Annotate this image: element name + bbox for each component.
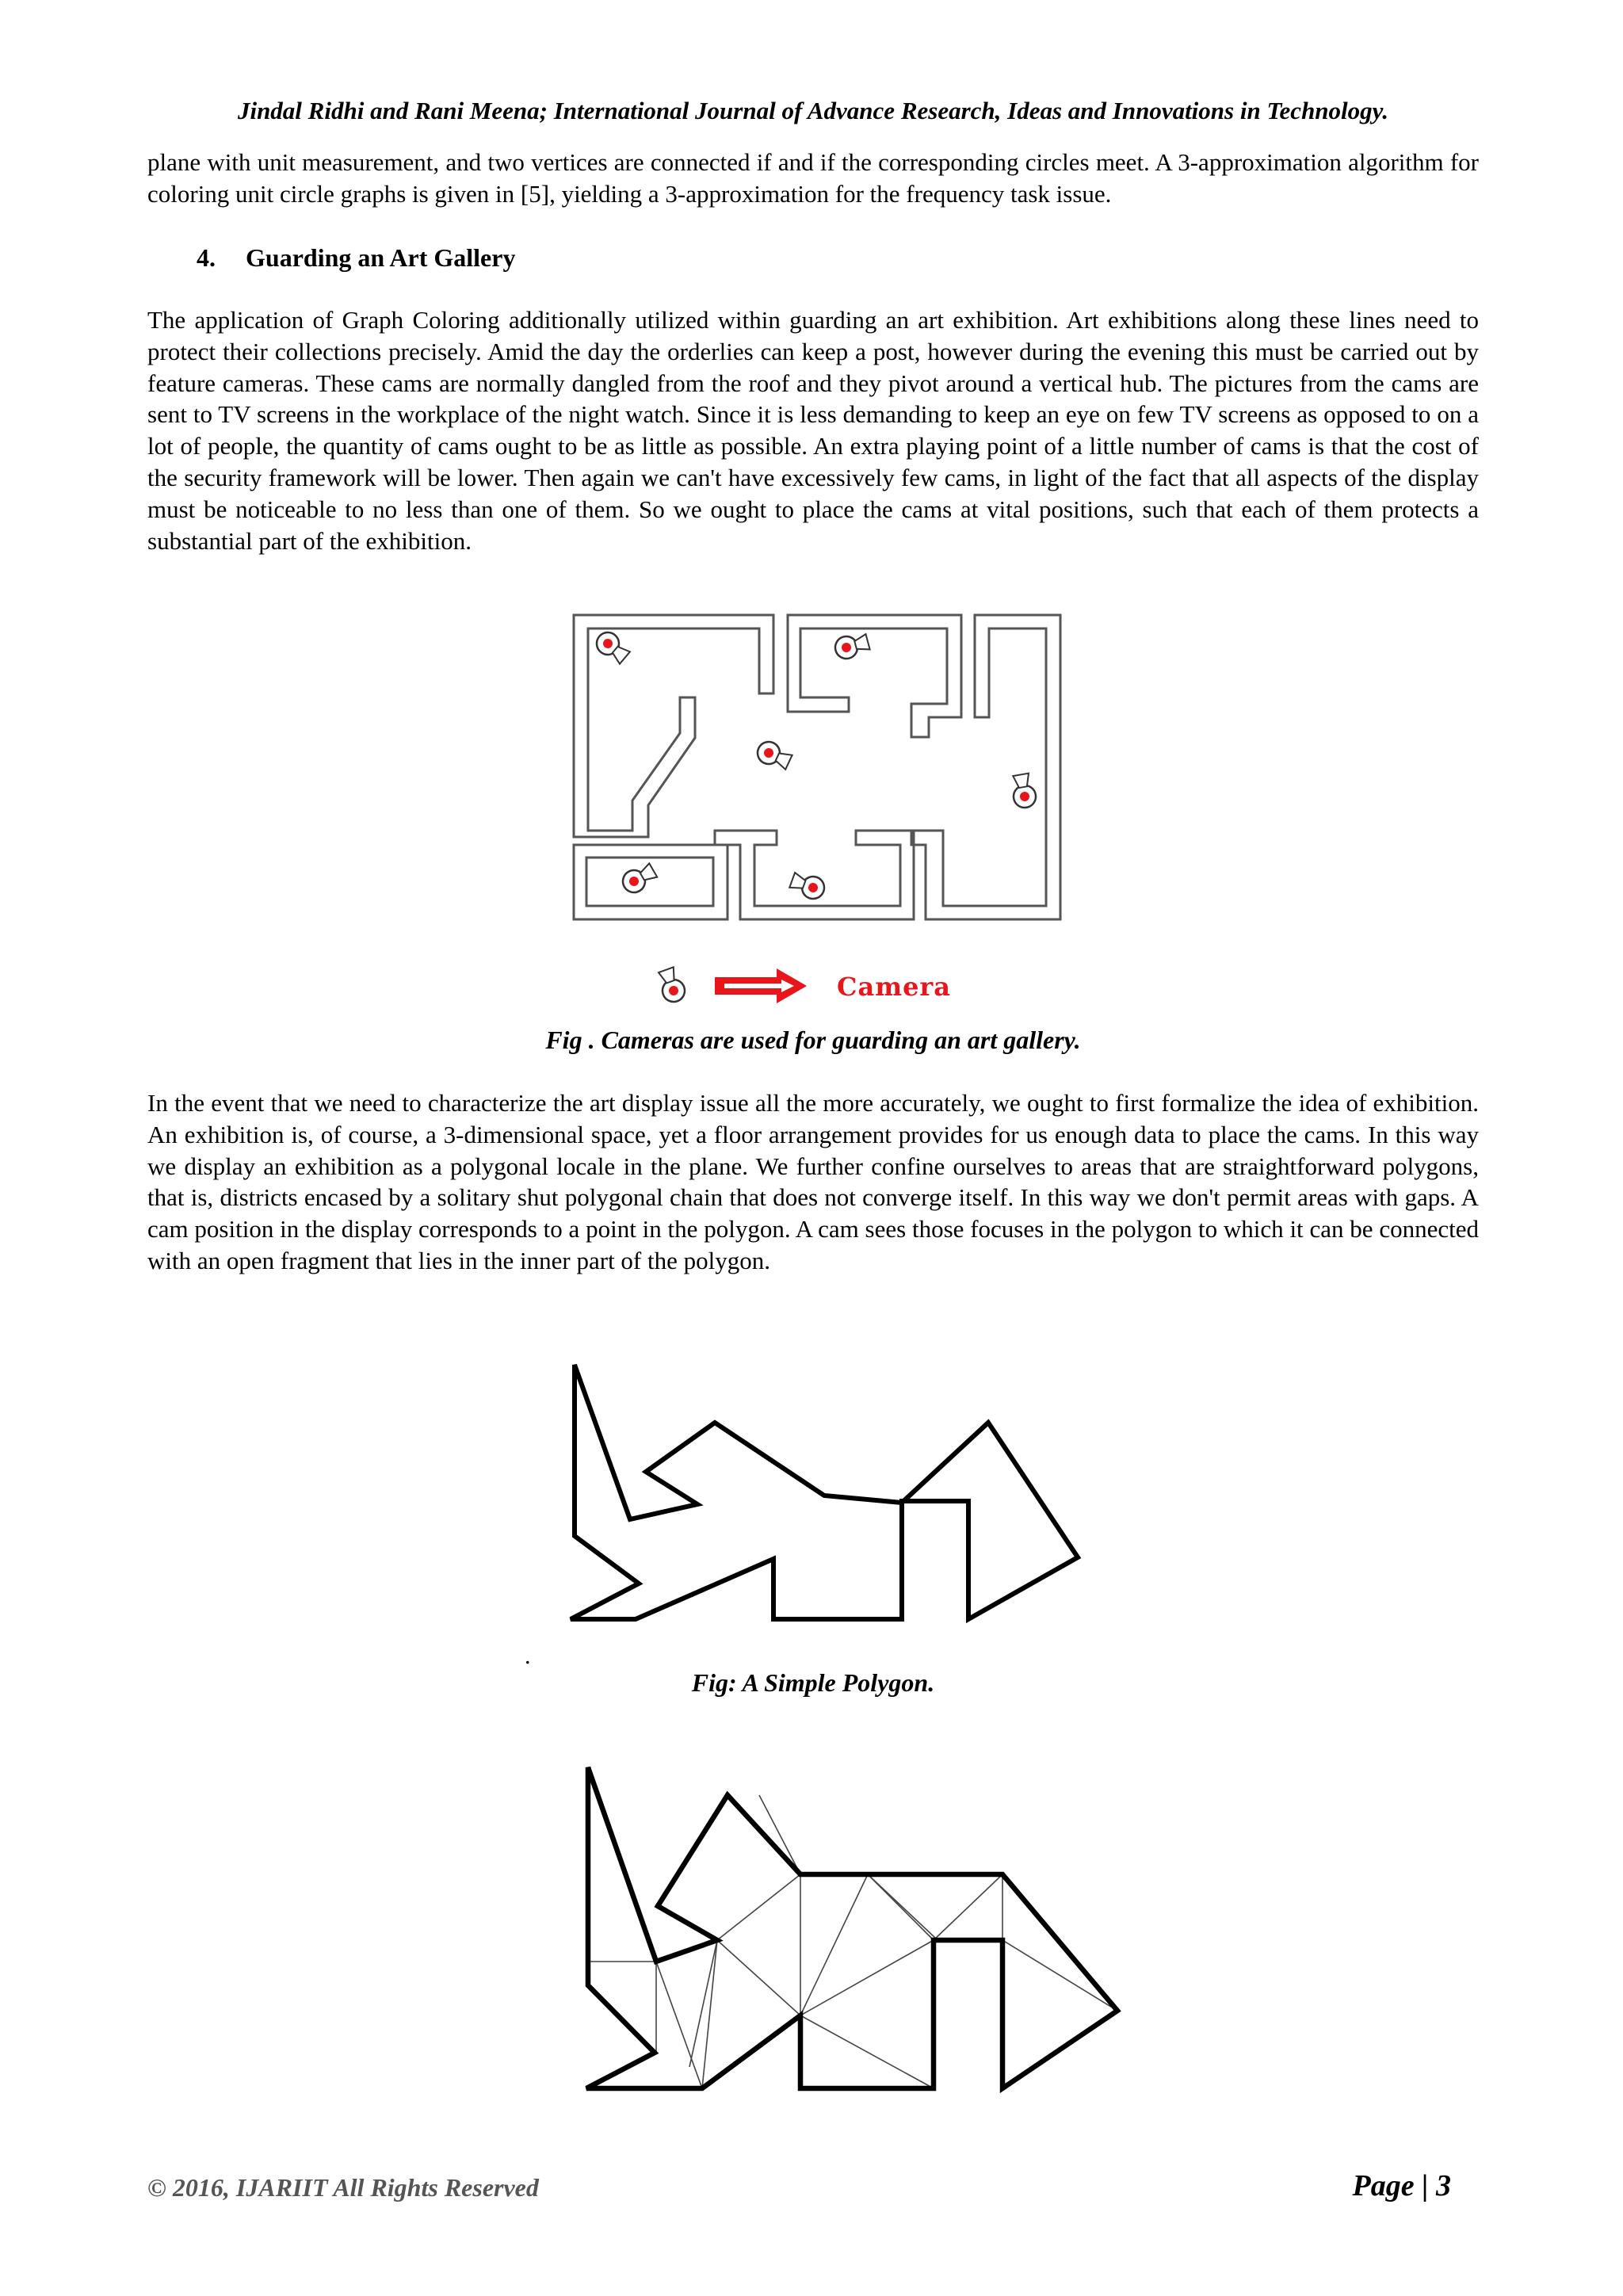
camera-icon — [592, 628, 632, 666]
camera-legend — [650, 959, 967, 1014]
gallery-wall — [715, 831, 914, 919]
polygon-outline — [571, 1365, 1078, 1619]
footer-page-number: Page | 3 — [1352, 2169, 1451, 2202]
figure-1-caption: Fig . Cameras are used for guarding an art gallery. — [545, 1026, 1081, 1054]
camera-icon — [655, 966, 688, 1005]
section-heading — [197, 242, 515, 273]
figure-2-caption: Fig: A Simple Polygon. — [691, 1668, 935, 1697]
legend-label: Camera — [837, 972, 952, 1002]
camera-icon — [833, 631, 871, 661]
camera-icon — [754, 738, 793, 772]
intro-paragraph: plane with unit measurement, and two vertices are connected if and if the corresponding circles meet. A 3-approximation algorithm for coloring unit circle graphs is given in [5], yielding a 3-approximation for the frequency task issue. — [147, 148, 1479, 208]
gallery-wall — [788, 615, 961, 737]
section-number: 4. — [197, 243, 216, 272]
footer-copyright: © 2016, IJARIIT All Rights Reserved — [147, 2173, 539, 2202]
arrow-right-icon — [715, 968, 807, 1003]
stray-mark: . — [525, 1643, 531, 1669]
camera-icon — [619, 861, 659, 896]
simple-polygon-figure — [563, 1355, 1086, 1625]
paragraph-art-gallery: The application of Graph Coloring additionally utilized within guarding an art exhibition. Art exhibitions along these lines need to protect their collections precisely. Amid the day the orderlies can keep a post, however during the evening this must be carried out by feature cameras. These cams are normally dangled from the roof and they pivot around a vertical hub. The pictures from the cams are sent to TV screens in the workplace of the night watch. Since it is less demanding to keep an eye on few TV screens as opposed to on a lot of people, the quantity of cams ought to be as little as possible. An extra playing point of a little number of cams is that the cost of the security framework will be lower. Then again we can't have excessively few cams, in light of the fact that all aspects of the display must be noticeable to no less than one of them. So we ought to place the cams at vital positions, such that each of them protects a substantial part of the exhibition. — [147, 306, 1479, 555]
camera-icon — [789, 869, 827, 902]
gallery-floorplan-figure — [571, 610, 1062, 927]
running-head: Jindal Ridhi and Rani Meena; International Journal of Advance Research, Ideas and Innovations in Technology. — [237, 97, 1389, 124]
gallery-wall — [911, 615, 1060, 919]
triangulated-polygon-figure — [579, 1759, 1133, 2100]
gallery-wall — [574, 845, 727, 919]
camera-icon — [1010, 773, 1037, 809]
paragraph-polygon: In the event that we need to characterize the art display issue all the more accurately, we ought to first formalize the idea of exhibition. An exhibition is, of course, a 3-dimensional space, yet a floor arrangement provides for us enough data to place the cams. In this way we display an exhibition as a polygonal locale in the plane. We further confine ourselves to areas that are straightforward polygons, that is, districts encased by a solitary shut polygonal chain that does not converge itself. In this way we don't permit areas with gaps. A cam position in the display corresponds to a point in the polygon. A cam sees those focuses in the polygon to which it can be connected with an open fragment that lies in the inner part of the polygon. — [147, 1089, 1479, 1274]
polygon-outline — [586, 1767, 1117, 2088]
section-title: Guarding an Art Gallery — [246, 243, 516, 272]
